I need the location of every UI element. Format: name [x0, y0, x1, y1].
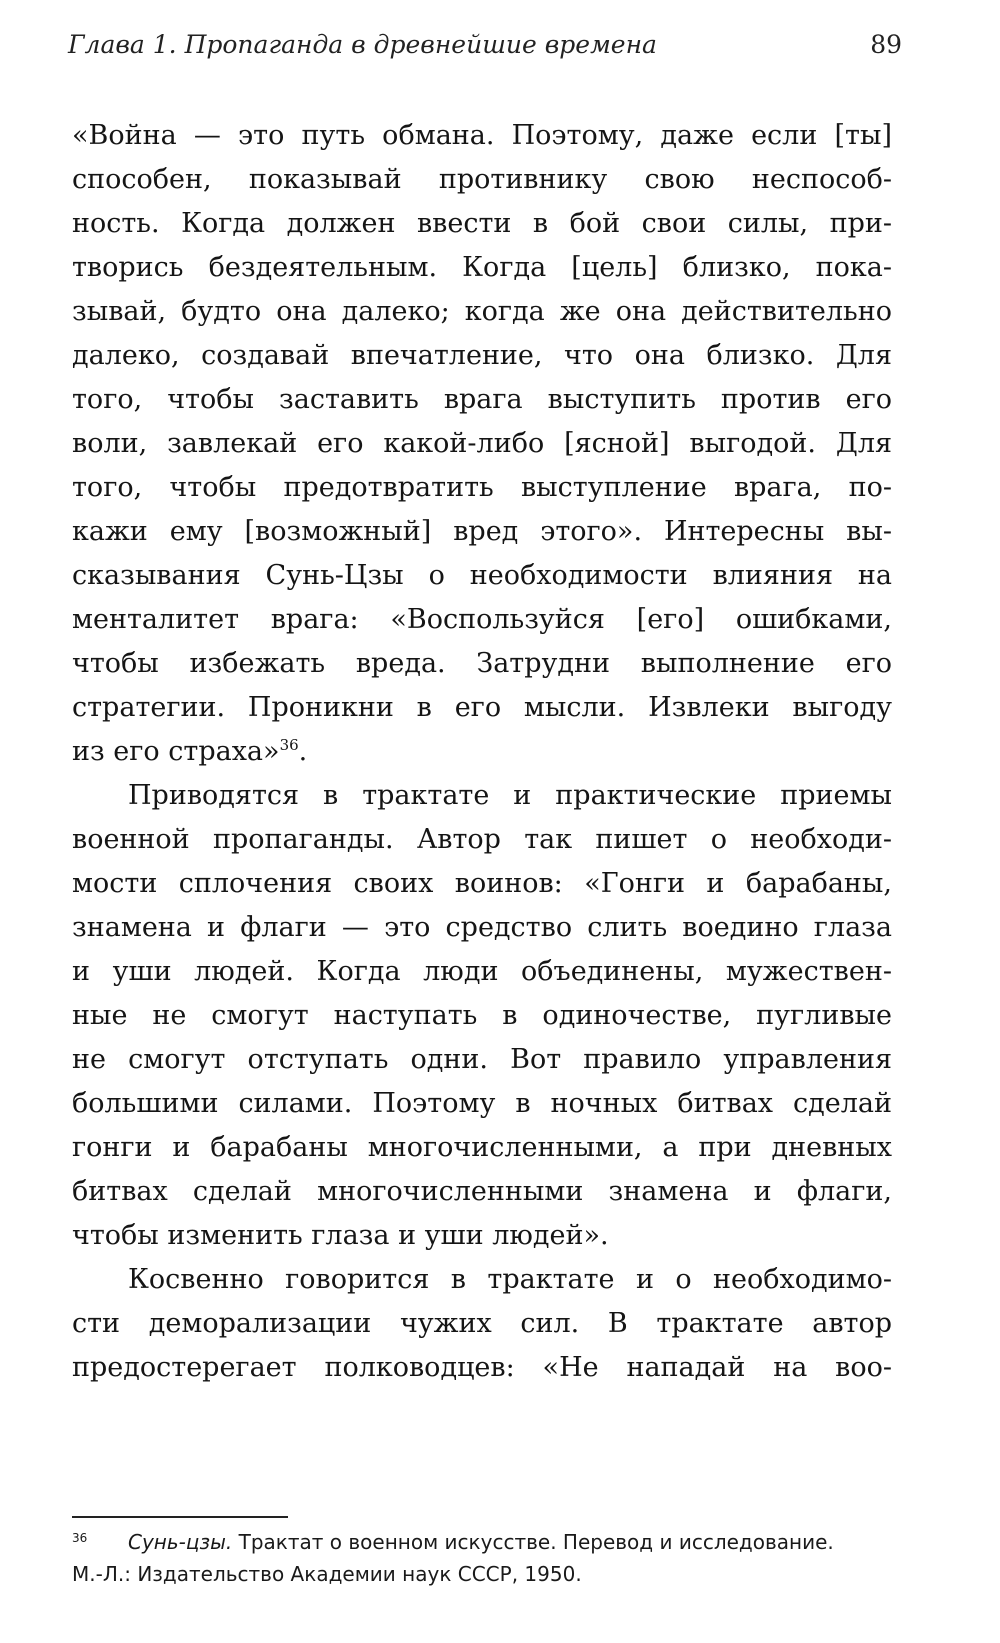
- text-line: сказывания Сунь-Цзы о необходимости влияния на: [72, 560, 892, 591]
- text-line: военной пропаганды. Автор так пишет о необходи-: [72, 824, 892, 855]
- text-line: большими силами. Поэтому в ночных битвах сделай: [72, 1088, 892, 1119]
- text-line: знамена и флаги — это средство слить воедино глаза: [72, 912, 892, 943]
- paragraph-first-line: Косвенно говорится в трактате и о необходимо-: [128, 1264, 892, 1295]
- footnote-text: Трактат о военном искусстве. Перевод и исследование.: [232, 1530, 834, 1554]
- text-line: и уши людей. Когда люди объединены, мужествен-: [72, 956, 892, 987]
- text-line: менталитет врага: «Воспользуйся [его] ошибками,: [72, 604, 892, 635]
- footnote-number: 36: [72, 1531, 88, 1545]
- text-line: воли, завлекай его какой-либо [ясной] выгодой. Для: [72, 428, 892, 459]
- text-line: того, чтобы заставить врага выступить против его: [72, 384, 892, 415]
- text-line: способен, показывай противнику свою неспособ-: [72, 164, 892, 195]
- paragraph-first-line: Приводятся в трактате и практические приемы: [128, 780, 892, 811]
- text-line: битвах сделай многочисленными знамена и флаги,: [72, 1176, 892, 1207]
- text-line: «Война — это путь обмана. Поэтому, даже если [ты]: [72, 120, 892, 151]
- text-line: того, чтобы предотвратить выступление врага, по-: [72, 472, 892, 503]
- text-line-content: из его страха»: [72, 736, 280, 767]
- text-line: кажи ему [возможный] вред этого». Интересны вы-: [72, 516, 892, 547]
- text-line: мости сплочения своих воинов: «Гонги и барабаны,: [72, 868, 892, 899]
- footnote-divider: [72, 1516, 288, 1518]
- chapter-title: Глава 1. Пропаганда в древнейшие времена: [68, 30, 657, 59]
- footnote-reference[interactable]: 36: [279, 736, 299, 754]
- text-line: ность. Когда должен ввести в бой свои силы, при-: [72, 208, 892, 239]
- text-line: гонги и барабаны многочисленными, а при дневных: [72, 1132, 892, 1163]
- footnote-line: [72, 1526, 912, 1558]
- text-line: стратегии. Проникни в его мысли. Извлеки выгоду: [72, 692, 892, 723]
- text-line: ные не смогут наступать в одиночестве, пугливые: [72, 1000, 892, 1031]
- text-line: сти деморализации чужих сил. В трактате автор: [72, 1308, 892, 1339]
- text-line: далеко, создавай впечатление, что она близко. Для: [72, 340, 892, 371]
- text-line: чтобы изменить глаза и уши людей».: [72, 1220, 609, 1251]
- page-number: 89: [870, 30, 902, 59]
- text-line: чтобы избежать вреда. Затрудни выполнение его: [72, 648, 892, 679]
- footnote-author: Сунь-цзы.: [128, 1530, 233, 1554]
- text-line: зывай, будто она далеко; когда же она действительно: [72, 296, 892, 327]
- text-line: не смогут отступать одни. Вот правило управления: [72, 1044, 892, 1075]
- sentence-end: .: [298, 736, 308, 767]
- running-head: [68, 30, 902, 70]
- text-line: творись бездеятельным. Когда [цель] близко, пока-: [72, 252, 892, 283]
- footnote-line: М.-Л.: Издательство Академии наук СССР, 1950.: [72, 1562, 582, 1586]
- text-line-with-footnote: [72, 730, 892, 774]
- footnote: [72, 1526, 912, 1590]
- text-line: предостерегает полководцев: «Не нападай на воо-: [72, 1352, 892, 1383]
- body-text: [72, 114, 892, 1390]
